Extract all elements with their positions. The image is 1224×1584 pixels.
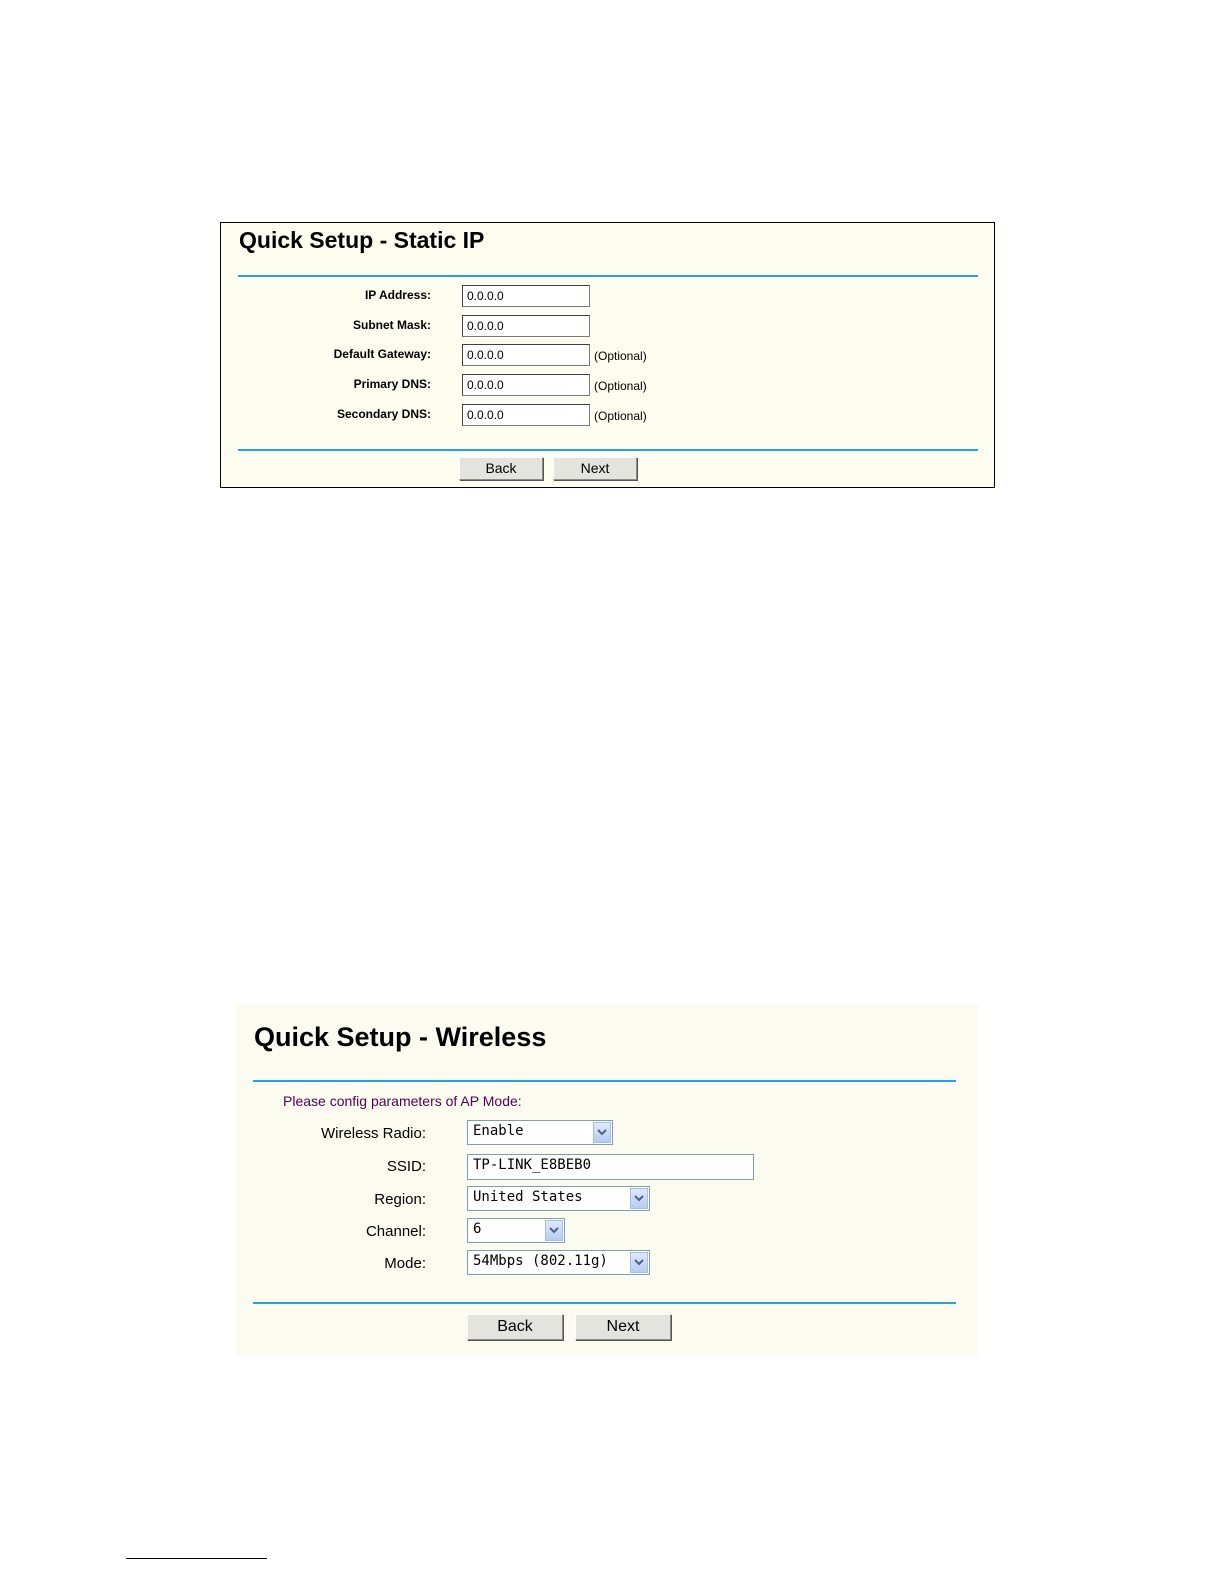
back-button[interactable]: Back (467, 1314, 563, 1340)
wireless-panel (236, 1004, 978, 1356)
mode-label: Mode: (384, 1255, 426, 1272)
optional-note: (Optional) (594, 409, 647, 423)
region-select[interactable] (467, 1186, 650, 1211)
page-title: Quick Setup - Static IP (239, 227, 485, 253)
divider (238, 275, 978, 277)
secondary-dns-label: Secondary DNS: (336, 407, 431, 421)
region-label: Region: (374, 1191, 426, 1208)
ip-address-input[interactable]: 0.0.0.0 (462, 285, 590, 307)
primary-dns-input[interactable]: 0.0.0.0 (462, 374, 590, 396)
wireless-radio-value: Enable (473, 1123, 524, 1139)
divider (253, 1302, 956, 1304)
ap-mode-note: Please config parameters of AP Mode: (283, 1093, 522, 1109)
chevron-down-icon[interactable] (593, 1122, 611, 1143)
default-gateway-label: Default Gateway: (333, 347, 431, 361)
back-button[interactable]: Back (459, 457, 543, 480)
secondary-dns-input[interactable]: 0.0.0.0 (462, 404, 590, 426)
ip-address-label: IP Address: (364, 288, 431, 302)
region-value: United States (473, 1189, 583, 1205)
wireless-radio-select[interactable] (467, 1120, 613, 1145)
next-button[interactable]: Next (575, 1314, 671, 1340)
mode-value: 54Mbps (802.11g) (473, 1253, 608, 1269)
default-gateway-input[interactable]: 0.0.0.0 (462, 344, 590, 366)
next-button[interactable]: Next (553, 457, 637, 480)
subnet-mask-label: Subnet Mask: (352, 318, 431, 332)
wireless-radio-label: Wireless Radio: (320, 1125, 426, 1142)
channel-value: 6 (473, 1221, 482, 1237)
divider (253, 1080, 956, 1082)
ssid-label: SSID: (386, 1158, 426, 1175)
primary-dns-label: Primary DNS: (353, 377, 431, 391)
optional-note: (Optional) (594, 349, 647, 363)
footnote-separator (126, 1558, 267, 1559)
channel-label: Channel: (365, 1223, 426, 1240)
static-ip-panel (220, 222, 995, 488)
ssid-input[interactable]: TP-LINK_E8BEB0 (467, 1154, 754, 1180)
mode-select[interactable] (467, 1250, 650, 1275)
chevron-down-icon[interactable] (630, 1188, 648, 1209)
page-title: Quick Setup - Wireless (254, 1022, 547, 1052)
subnet-mask-input[interactable]: 0.0.0.0 (462, 315, 590, 337)
chevron-down-icon[interactable] (630, 1252, 648, 1273)
chevron-down-icon[interactable] (545, 1220, 563, 1241)
optional-note: (Optional) (594, 379, 647, 393)
divider (238, 449, 978, 451)
channel-select[interactable] (467, 1218, 565, 1243)
